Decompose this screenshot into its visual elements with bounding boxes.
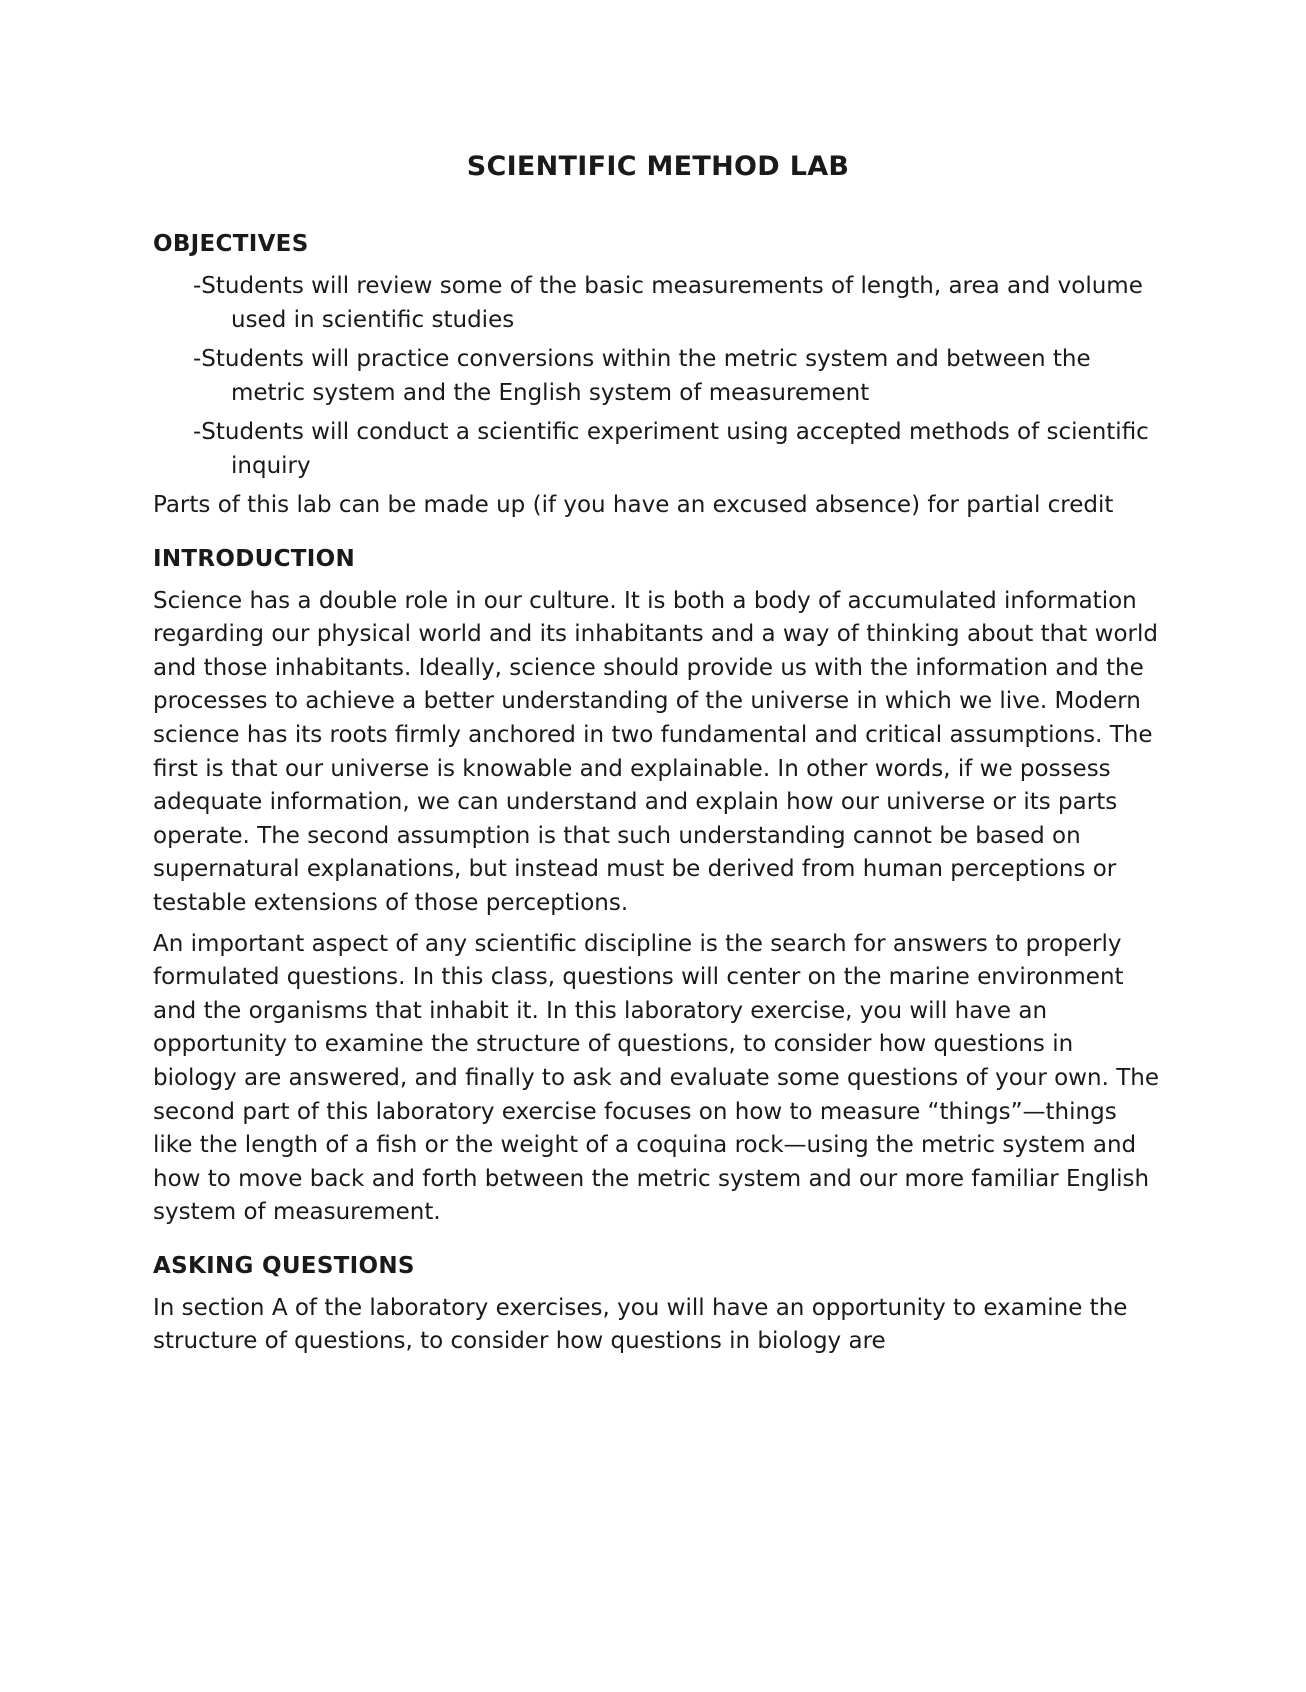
makeup-note: Parts of this lab can be made up (if you have an excused absence) for partial credit [153, 492, 1114, 518]
objective-item: -Students will review some of the basic measurements of length, area and volume used in scientific studies [193, 273, 1143, 333]
asking-questions-paragraph: In section A of the laboratory exercises, you will have an opportunity to examine the structure of questions, to consider how questions in biology are [153, 1294, 1128, 1355]
introduction-paragraph: An important aspect of any scientific discipline is the search for answers to properly formulated questions. In this class, questions will center on the marine environment and the organisms that inhabit it. In this laboratory exercise, you will have an opportunity to examine the structure of questions, to consider how questions in biology are answered, and finally to ask and evaluate some questions of your own. The second part of this laboratory exercise focuses on how to measure “things”—things like the length of a fish or the weight of a coquina rock—using the metric system and how to move back and forth between the metric system and our more familiar English system of measurement. [153, 930, 1159, 1226]
introduction-paragraph: Science has a double role in our culture. It is both a body of accumulated information regarding our physical world and its inhabitants and a way of thinking about that world and those inhabitants. Ideally, science should provide us with the information and the processes to achieve a better understanding of the universe in which we live. Modern science has its roots firmly anchored in two fundamental and critical assumptions. The first is that our universe is knowable and explainable. In other words, if we possess adequate information, we can understand and explain how our universe or its parts operate. The second assumption is that such understanding cannot be based on supernatural explanations, but instead must be derived from human perceptions or testable extensions of those perceptions. [153, 587, 1158, 916]
introduction-heading: INTRODUCTION [153, 545, 356, 572]
page-title: SCIENTIFIC METHOD LAB [466, 151, 850, 182]
objectives-heading: OBJECTIVES [153, 231, 309, 257]
asking-questions-heading: ASKING QUESTIONS [153, 1252, 415, 1279]
document-page [153, 150, 1163, 1366]
objectives-list [153, 270, 1163, 483]
objective-item: -Students will practice conversions within the metric system and between the metric system and the English system of measurement [193, 346, 1091, 406]
objective-item: -Students will conduct a scientific experiment using accepted methods of scientific inquiry [193, 419, 1149, 479]
